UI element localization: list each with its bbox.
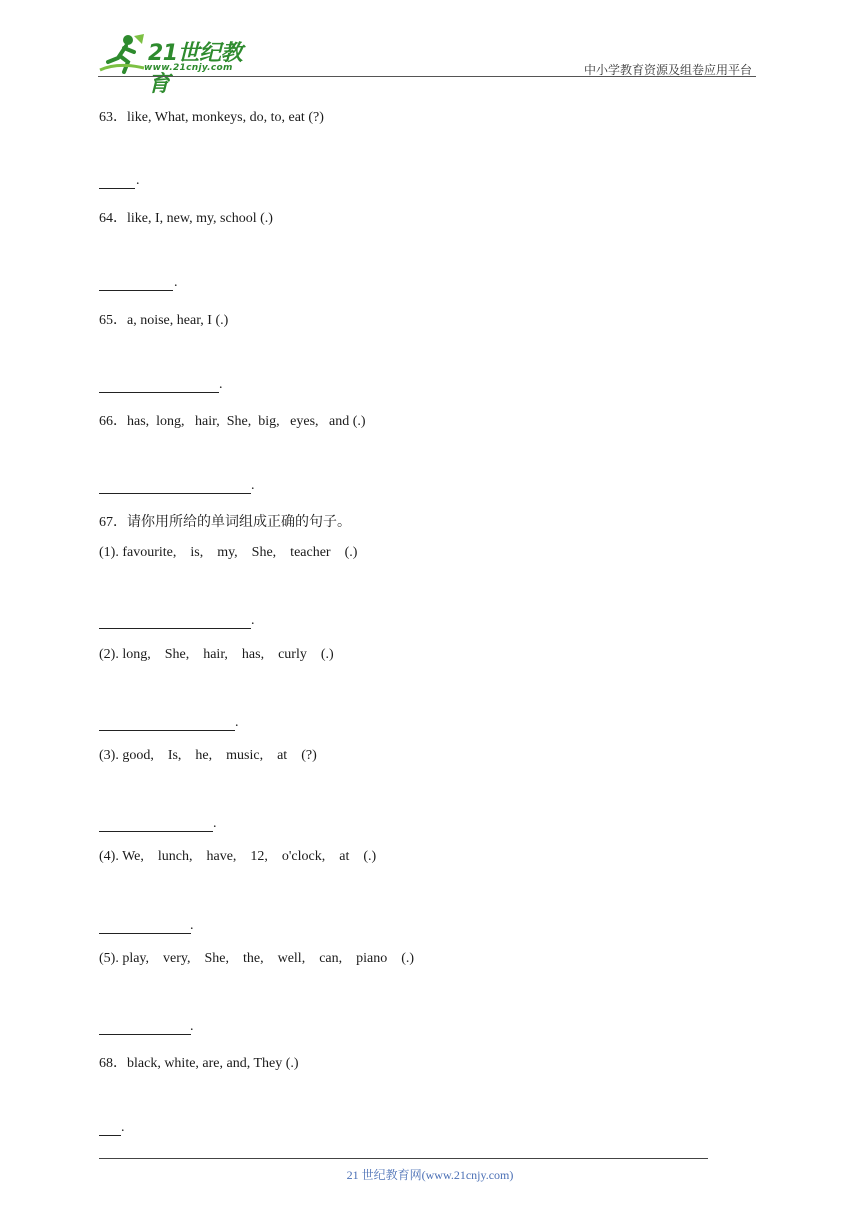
answer-period: . [251, 613, 255, 628]
answer-blank-65[interactable] [99, 376, 219, 393]
question-67: 67．请你用所给的单词组成正确的句子。 [99, 515, 351, 530]
question-68: 68．black, white, are, and, They (.) [99, 1056, 299, 1071]
answer-period: . [190, 918, 194, 933]
logo-url: www.21cnjy.com [144, 63, 233, 73]
answer-blank-66[interactable] [99, 477, 251, 494]
footer-divider [99, 1158, 708, 1159]
answer-period: . [174, 275, 178, 290]
answer-blank-67-4[interactable] [99, 917, 191, 934]
question-67-1: (1). favourite, is, my, She, teacher (.) [99, 545, 358, 560]
answer-period: . [219, 377, 223, 392]
answer-period: . [190, 1019, 194, 1034]
answer-period: . [121, 1120, 125, 1135]
answer-period: . [136, 173, 140, 188]
question-67-2: (2). long, She, hair, has, curly (.) [99, 647, 334, 662]
question-67-4: (4). We, lunch, have, 12, o'clock, at (.) [99, 849, 377, 864]
question-66: 66．has, long, hair, She, big, eyes, and (.) [99, 414, 366, 429]
question-64: 64．like, I, new, my, school (.) [99, 211, 273, 226]
answer-blank-68[interactable] [99, 1119, 121, 1136]
answer-period: . [251, 478, 255, 493]
answer-blank-63[interactable] [99, 172, 135, 189]
answer-blank-67-5[interactable] [99, 1018, 191, 1035]
logo [98, 32, 258, 97]
answer-blank-64[interactable] [99, 274, 173, 291]
page-header [98, 28, 756, 97]
question-67-3: (3). good, Is, he, music, at (?) [99, 748, 317, 763]
answer-period: . [235, 715, 239, 730]
logo-text: 21世纪教育 [148, 41, 243, 97]
question-67-5: (5). play, very, She, the, well, can, piano (.) [99, 951, 415, 966]
answer-period: . [213, 816, 217, 831]
question-65: 65．a, noise, hear, I (.) [99, 313, 229, 328]
runner-logo-icon [98, 32, 146, 76]
header-platform-text: 中小学教育资源及组卷应用平台 [583, 63, 752, 77]
question-63: 63．like, What, monkeys, do, to, eat (?) [99, 110, 324, 125]
footer-text: 21 世纪教育网(www.21cnjy.com) [346, 1168, 514, 1182]
answer-blank-67-1[interactable] [99, 612, 251, 629]
answer-blank-67-3[interactable] [99, 815, 213, 832]
header-divider [98, 76, 756, 77]
answer-blank-67-2[interactable] [99, 714, 235, 731]
